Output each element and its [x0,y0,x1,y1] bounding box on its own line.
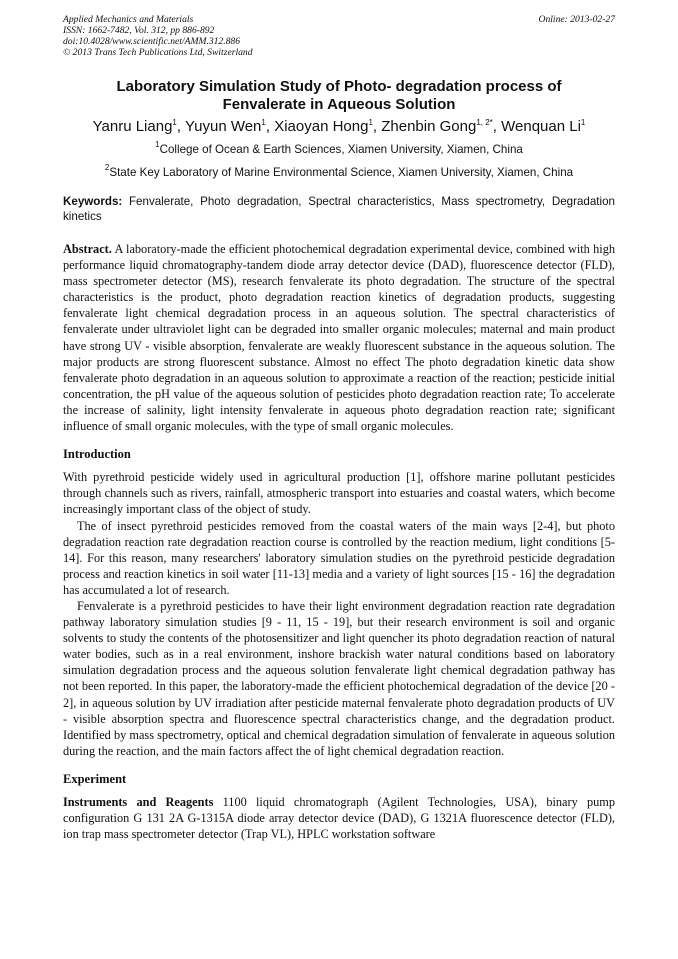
author-sup: 1 [172,118,177,127]
affiliation-text: State Key Laboratory of Marine Environmental Science, Xiamen University, Xiamen, China [109,166,574,179]
author-name: Wenquan Li [501,118,581,135]
author-sup: 1 [368,118,373,127]
affiliation-sup: 2 [104,163,110,172]
author-name: Yuyun Wen [184,118,262,135]
instruments-text: 1100 liquid chromatograph (Agilent Technologies, USA), binary pump configuration G 131 2A G-1315A diode array detector device (DAD), G 1321A fluorescence detector (FLD), ion trap mass spectrometer detector (Trap VL), HPLC workstation software [63,795,615,842]
copyright-line: © 2013 Trans Tech Publications Ltd, Switzerland [63,47,253,58]
author-name: Zhenbin Gong [381,118,477,135]
affiliation-text: College of Ocean & Earth Sciences, Xiamen University, Xiamen, China [159,143,523,156]
intro-paragraph: Fenvalerate is a pyrethroid pesticides to have their light environment degradation reaction rate degradation pathway laboratory simulation studies [9 - 11, 15 - 19], but their research environment is soil and organic solvents to study the contents of the photosensitizer and light quencher its photo degradation reaction of natural water bodies, such as in a real environment, inshore brackish water natural conditions based on laboratory simulation degradation process and the aqueous solution fenvalerate light chemical degradation pathway has not been reported. In this paper, the laboratory-made the efficient photochemical degradation of the device [20 - 2], in aqueous solution by UV irradiation after pesticide maternal fenvalerate photo degradation products of UV - visible absorption spectra and fluorescence spectral characteristics change, and the degradation product. Identified by mass spectrometry, optical and chemical degradation simulation of fenvalerate in aqueous solution during the reaction, and the main factors affect the of light chemical degradation reaction. [63,598,615,758]
intro-paragraph: With pyrethroid pesticide widely used in agricultural production [1], offshore marine pollutant pesticides through channels such as rivers, rainfall, atmospheric transport into estuaries and coastal waters, which become increasingly important class of the object of study. [63,470,615,517]
affiliation-2 [63,163,615,180]
introduction-heading: Introduction [63,447,131,462]
abstract-text: A laboratory-made the efficient photochemical degradation experimental device, combined with high performance liquid chromatography-tandem diode array detector device (DAD), fluorescence detector (FLD), mass spectrometer detector (MS), research fenvalerate its photo degradation. The structure of the spectral characteristics is the product, photo degradation reaction kinetics of degradation products, suggesting fenvalerate light chemical degradation process in an aqueous solution. The spectral characteristics of fenvalerate under ultraviolet light can be degraded into smaller organic molecules; maternal and main product have strong UV - visible absorption, fenvalerate are weakly fluorescent substance in the aqueous solution. The major products are strong fluorescent substance. Almost no effect The photo degradation kinetic data show fenvalerate photo degradation in an aqueous solution to approximate a reaction of the reaction; pesticide initial concentration, the pH value of the aqueous solution of pesticides photo degradation reaction rate; To accelerate the increase of salinity, light intensity fenvalerate in aqueous photo degradation reaction rate; significant influence of small organic molecules, with the type of small organic molecules. [63,242,615,434]
title-line-1: Laboratory Simulation Study of Photo- degradation process of [116,78,562,95]
experiment-paragraph [63,794,615,842]
title-line-2: Fenvalerate in Aqueous Solution [222,96,456,113]
author-name: Yanru Liang [92,118,173,135]
author-sup: 1, 2* [476,118,493,127]
issn-line: ISSN: 1662-7482, Vol. 312, pp 886-892 [63,25,215,36]
paper-title [73,78,605,114]
intro-paragraph: The of insect pyrethroid pesticides removed from the coastal waters of the main ways [2-4], but photo degradation reaction rate degradation reaction course is controlled by the reaction medium, light conditions [5-14]. For this reason, many researchers' laboratory simulation studies on the pyrethroid pesticide degradation process and reaction kinetics in soil water [11-13] media and a variety of light sources [15 - 16] the degradation has accumulated a lot of research. [63,518,615,597]
affiliation-1 [63,140,615,157]
introduction-section [63,446,615,759]
keywords-label: Keywords: [63,195,123,208]
experiment-heading: Experiment [63,771,127,786]
online-date: Online: 2013-02-27 [538,14,615,25]
keywords [63,195,615,224]
author-list: Yanru Liang$^1$, Yuyun Wen$^1$, Xiaoyan Hong$^1$, Zhenbin Gong$^{1, 2*}$, Wenquan Li$^1$ [92,118,586,135]
author-sup: 1 [261,118,266,127]
doi-line: doi:10.4028/www.scientific.net/AMM.312.886 [63,36,241,47]
instruments-runin: Instruments and Reagents [63,795,214,809]
affiliation-sup: 1 [155,140,160,149]
keywords-text: Fenvalerate, Photo degradation, Spectral characteristics, Mass spectrometry, Degradation kinetics [63,195,615,223]
author-name: Xiaoyan Hong [274,118,369,135]
author-sup: 1 [580,118,586,127]
abstract-label: Abstract. [63,242,112,256]
experiment-section [63,771,615,842]
journal-header [63,14,615,58]
journal-name: Applied Mechanics and Materials [63,14,194,25]
abstract [63,241,615,434]
